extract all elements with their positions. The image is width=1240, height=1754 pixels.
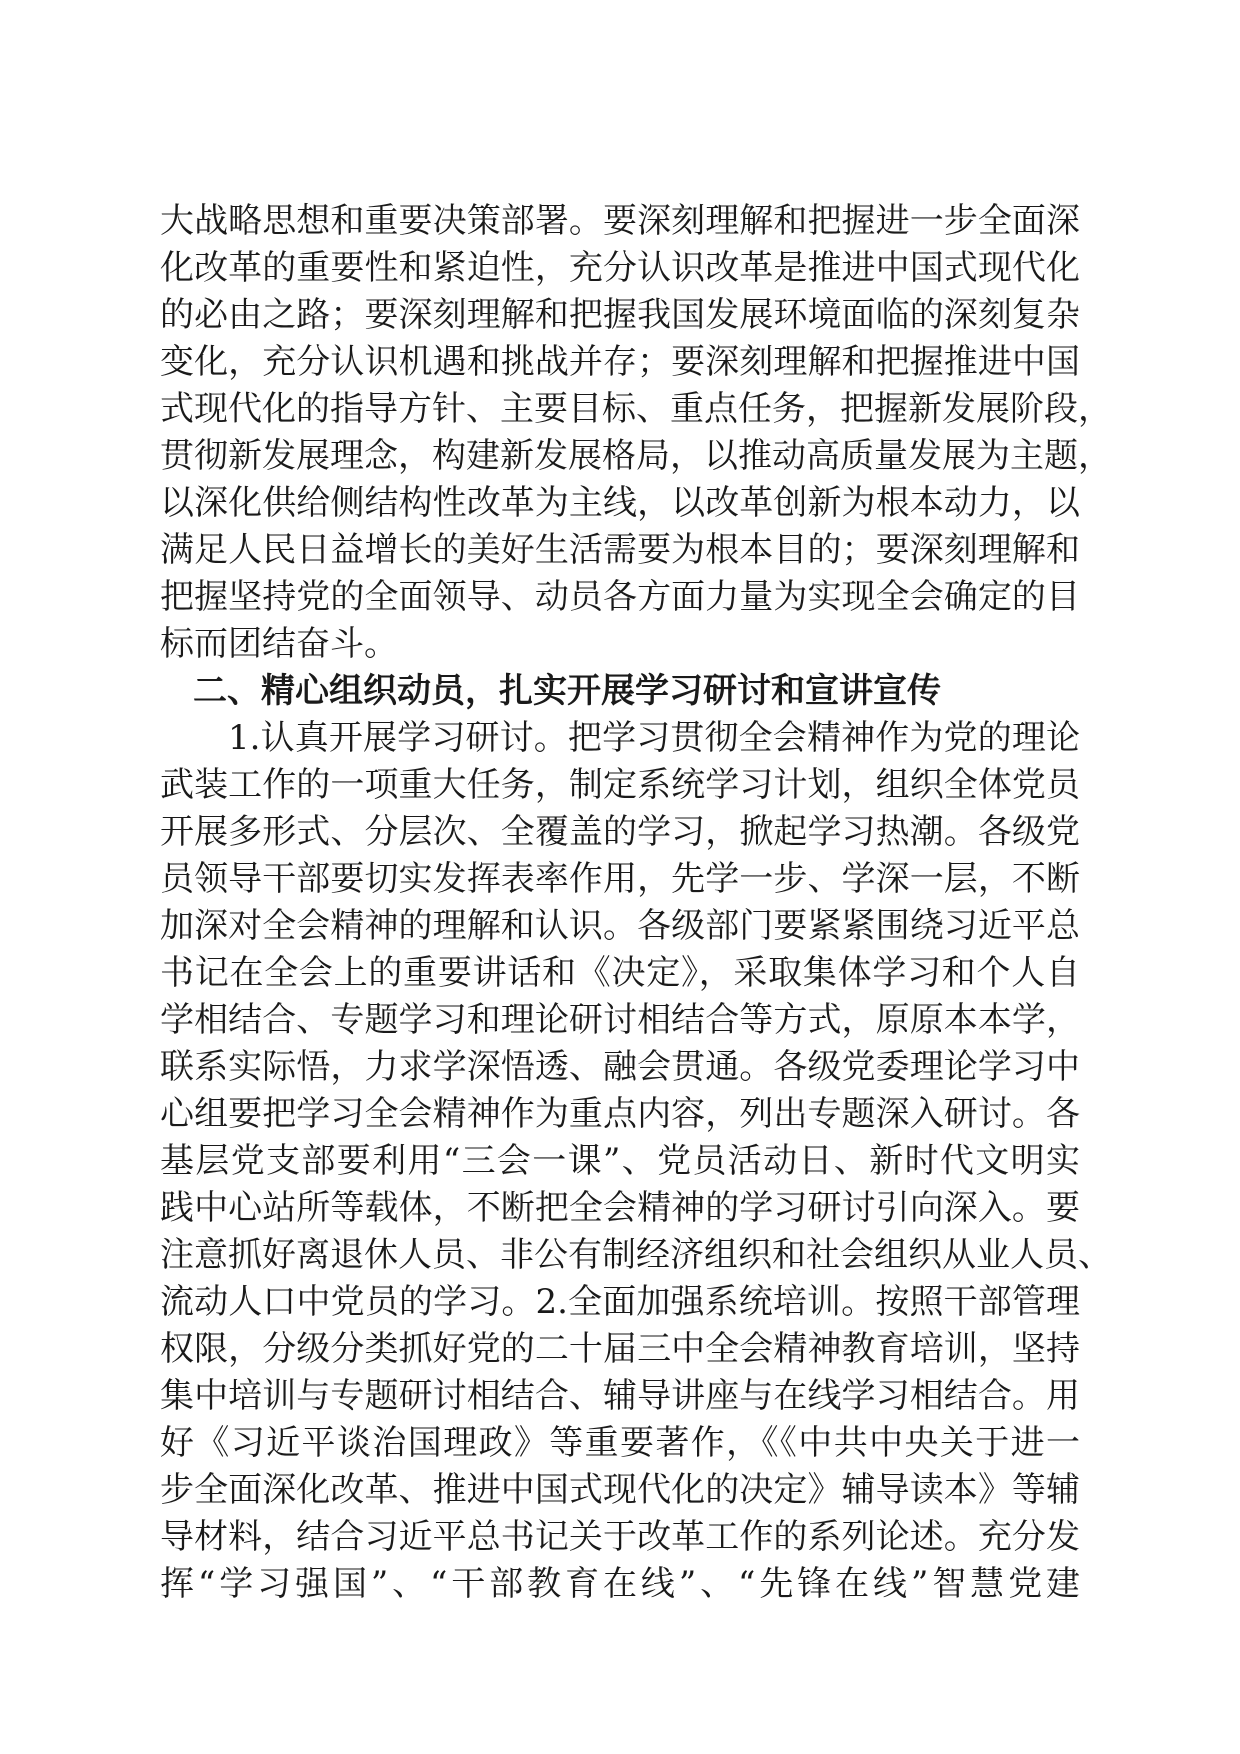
- text-line: 基层党支部要利用“三会一课”、党员活动日、新时代文明实: [160, 1141, 1080, 1181]
- section-heading: 二、精心组织动员，扎实开展学习研讨和宣讲宣传: [193, 671, 941, 711]
- text-line: 的必由之路；要深刻理解和把握我国发展环境面临的深刻复杂: [160, 295, 1080, 335]
- text-line: 集中培训与专题研讨相结合、辅导讲座与在线学习相结合。用: [160, 1376, 1080, 1416]
- text-line: 把握坚持党的全面领导、动员各方面力量为实现全会确定的目: [160, 577, 1080, 617]
- text-line: 加深对全会精神的理解和认识。各级部门要紧紧围绕习近平总: [160, 906, 1080, 946]
- text-line: 1.认真开展学习研讨。把学习贯彻全会精神作为党的理论: [228, 718, 1080, 758]
- text-line: 好《习近平谈治国理政》等重要著作，《《中共中央关于进一: [160, 1423, 1080, 1463]
- text-line: 流动人口中党员的学习。2.全面加强系统培训。按照干部管理: [160, 1282, 1080, 1322]
- text-line: 注意抓好离退休人员、非公有制经济组织和社会组织从业人员、: [160, 1235, 1112, 1275]
- text-line: 标而团结奋斗。: [160, 624, 398, 664]
- text-line: 以深化供给侧结构性改革为主线，以改革创新为根本动力，以: [160, 483, 1080, 523]
- text-line: 满足人民日益增长的美好生活需要为根本目的；要深刻理解和: [160, 530, 1080, 570]
- text-line: 开展多形式、分层次、全覆盖的学习，掀起学习热潮。各级党: [160, 812, 1080, 852]
- text-line: 学相结合、专题学习和理论研讨相结合等方式，原原本本学，: [160, 1000, 1080, 1040]
- text-line: 践中心站所等载体，不断把全会精神的学习研讨引向深入。要: [160, 1188, 1080, 1228]
- text-line: 心组要把学习全会精神作为重点内容，列出专题深入研讨。各: [160, 1094, 1080, 1134]
- document-page: [160, 198, 1112, 1608]
- text-line: 大战略思想和重要决策部署。要深刻理解和把握进一步全面深: [160, 201, 1080, 241]
- text-line: 步全面深化改革、推进中国式现代化的决定》辅导读本》等辅: [160, 1470, 1080, 1510]
- text-line: 导材料，结合习近平总书记关于改革工作的系列论述。充分发: [160, 1517, 1080, 1557]
- text-line: 化改革的重要性和紧迫性，充分认识改革是推进中国式现代化: [160, 248, 1080, 288]
- text-line: 贯彻新发展理念，构建新发展格局，以推动高质量发展为主题，: [160, 436, 1112, 476]
- text-line: 联系实际悟，力求学深悟透、融会贯通。各级党委理论学习中: [160, 1047, 1080, 1087]
- text-line: 员领导干部要切实发挥表率作用，先学一步、学深一层，不断: [160, 859, 1080, 899]
- text-line: 式现代化的指导方针、主要目标、重点任务，把握新发展阶段，: [160, 389, 1112, 429]
- text-line: 书记在全会上的重要讲话和《决定》，采取集体学习和个人自: [160, 953, 1080, 993]
- text-line: 武装工作的一项重大任务，制定系统学习计划，组织全体党员: [160, 765, 1080, 805]
- text-line: 权限，分级分类抓好党的二十届三中全会精神教育培训，坚持: [160, 1329, 1080, 1369]
- text-line: 变化，充分认识机遇和挑战并存；要深刻理解和把握推进中国: [160, 342, 1080, 382]
- text-line: 挥“学习强国”、“干部教育在线”、“先锋在线”智慧党建: [160, 1564, 1080, 1604]
